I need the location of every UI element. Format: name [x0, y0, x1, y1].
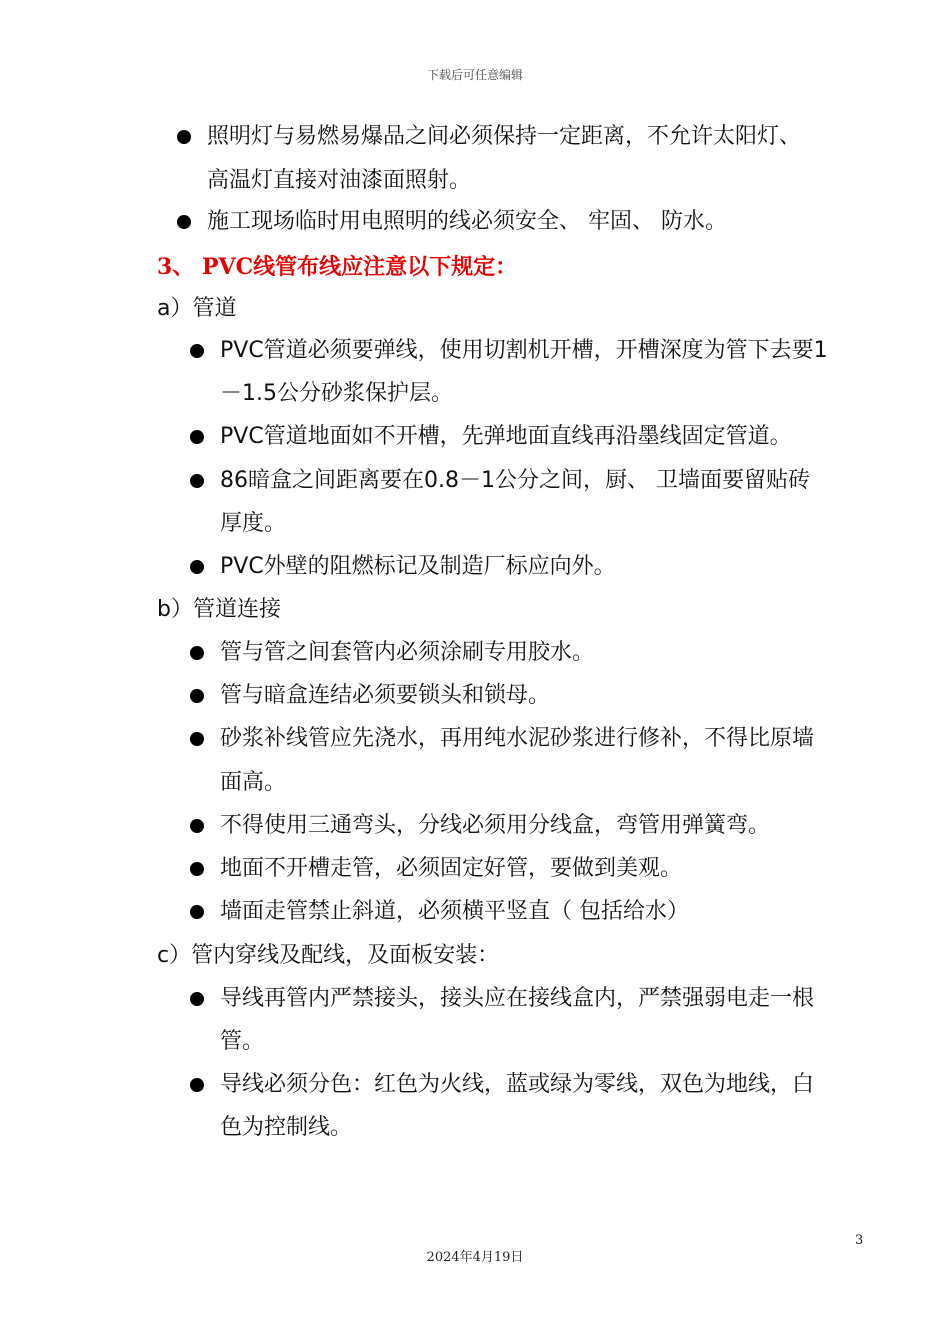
bullet-text-line: 导线再管内严禁接头，接头应在接线盒内，严禁强弱电走一根: [220, 986, 815, 1011]
bullet-text-line: 不得使用三通弯头，分线必须用分线盒，弯管用弹簧弯。: [220, 813, 771, 838]
bullet-icon: [190, 732, 204, 746]
bullet-icon: [190, 689, 204, 703]
bullet-icon: [190, 819, 204, 833]
subsection-title: c）管内穿线及配线，及面板安装：: [157, 943, 500, 968]
bullet-icon: [190, 862, 204, 876]
bullet-icon: [190, 474, 204, 488]
bullet-text-line: 砂浆补线管应先浇水，再用纯水泥砂浆进行修补，不得比原墙: [220, 726, 815, 751]
bullet-text-line: 管与暗盒连结必须要锁头和锁母。: [220, 683, 551, 708]
bullet-icon: [190, 560, 204, 574]
bullet-text-line: 照明灯与易燃易爆品之间必须保持一定距离，不允许太阳灯、: [207, 124, 802, 149]
bullet-icon: [177, 130, 191, 144]
page-header: 下载后可任意编辑: [426, 68, 523, 82]
bullet-icon: [177, 215, 191, 229]
bullet-text-line: 86暗盒之间距离要在0.8－1公分之间，厨、 卫墙面要留贴砖: [220, 468, 810, 493]
bullet-text-line: 面高。: [220, 770, 287, 795]
bullet-text-line: PVC外壁的阻燃标记及制造厂标应向外。: [220, 554, 616, 579]
subsection-title: a）管道: [157, 296, 237, 321]
bullet-icon: [190, 992, 204, 1006]
bullet-text-line: 高温灯直接对油漆面照射。: [207, 168, 472, 193]
bullet-text-line: 导线必须分色：红色为火线，蓝或绿为零线，双色为地线，白: [220, 1072, 815, 1097]
bullet-text-line: PVC管道地面如不开槽，先弹地面直线再沿墨线固定管道。: [220, 424, 792, 449]
subsection-title: b）管道连接: [157, 597, 281, 622]
bullet-icon: [190, 344, 204, 358]
bullet-text-line: 管与管之间套管内必须涂刷专用胶水。: [220, 640, 595, 665]
bullet-text-line: 厚度。: [220, 511, 287, 536]
footer-date: 2024年4月19日: [426, 1250, 524, 1265]
section-heading: 3、 PVC线管布线应注意以下规定：: [157, 254, 518, 280]
bullet-icon: [190, 905, 204, 919]
bullet-text-line: PVC管道必须要弹线，使用切割机开槽，开槽深度为管下去要1: [220, 338, 828, 363]
bullet-text-line: 墙面走管禁止斜道，必须横平竖直（ 包括给水）: [220, 899, 689, 924]
bullet-text-line: －1.5公分砂浆保护层。: [220, 381, 453, 406]
bullet-icon: [190, 1078, 204, 1092]
bullet-text-line: 施工现场临时用电照明的线必须安全、 牢固、 防水。: [207, 209, 727, 234]
bullet-text-line: 管。: [220, 1029, 265, 1054]
page-number: 3: [855, 1233, 864, 1248]
bullet-icon: [190, 430, 204, 444]
bullet-icon: [190, 646, 204, 660]
bullet-text-line: 色为控制线。: [220, 1115, 353, 1140]
bullet-text-line: 地面不开槽走管，必须固定好管，要做到美观。: [220, 856, 683, 881]
